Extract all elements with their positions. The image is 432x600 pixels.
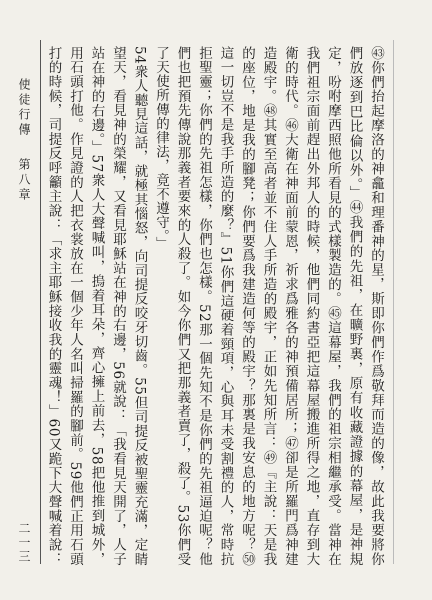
paragraph-1: ㊸你們抬起摩洛的神龕和理番神的星，斯即你們作爲敬拜而造的像，故此我要將你們放逐到巴比倫以外。」㊹我們的先祖，在曠野裏，原有收藏證據的幕屋，是神規定，吩咐摩西照他所看見的式樣製造的。㊺這幕屋，我們的祖宗相繼承受。當神在我們祖宗面前趕出外邦人的時候，他們同約書亞把這幕屋搬進所得之地，直存到大衛的時代。㊻大衛在神面前蒙恩，祈求爲雅各的神預備居所；㊼卻是所羅門爲神建造殿宇。㊽其實至高者並不住人手所造的殿宇，正如先知所言：㊾『主說：天是我的座位，地是我的腳凳；你們要爲我建造何等的殿宇？那裏是我安息的地方呢？㊿這一切豈不是我手所造的麼？』51你們這硬着頸項，心與耳未受割禮的人，常時抗拒聖靈；你們的先祖怎樣，你們也怎樣。52那一個先知不是你們的先祖逼迫呢？他們也把預先傳說那義者要來的人殺了。如今你們又把那義者賣了，殺了。53你們受了天使所傳的律法，竟不遵守。」 [153,46,384,566]
running-title: 使徒行傳 [17,78,31,138]
margin-rule [40,40,41,564]
paragraph-2: 54衆人聽見這話，就極其惱怒，向司提反咬牙切齒。55但司提反被聖靈充滿，定睛望天，看見神的榮耀，又看見耶穌站在神的右邊，56就說：「我看見天開了，人子站在神的右邊。」57衆人大聲喊叫，摀着耳朵，齊心擁上前去，58把他推到城外，用石頭打他。作見證的人把衣裳放在一個少年人名叫掃羅的腳前。59他們正用石頭打的時候，司提反呼籲主說：「求主耶穌接收我的靈魂！」60又跪下大聲喊着說： [46,46,148,566]
main-text [46,46,386,566]
page-number: 二一三 [17,522,31,564]
margin-rule-right [393,40,394,564]
running-chapter: 第八章 [17,158,31,203]
